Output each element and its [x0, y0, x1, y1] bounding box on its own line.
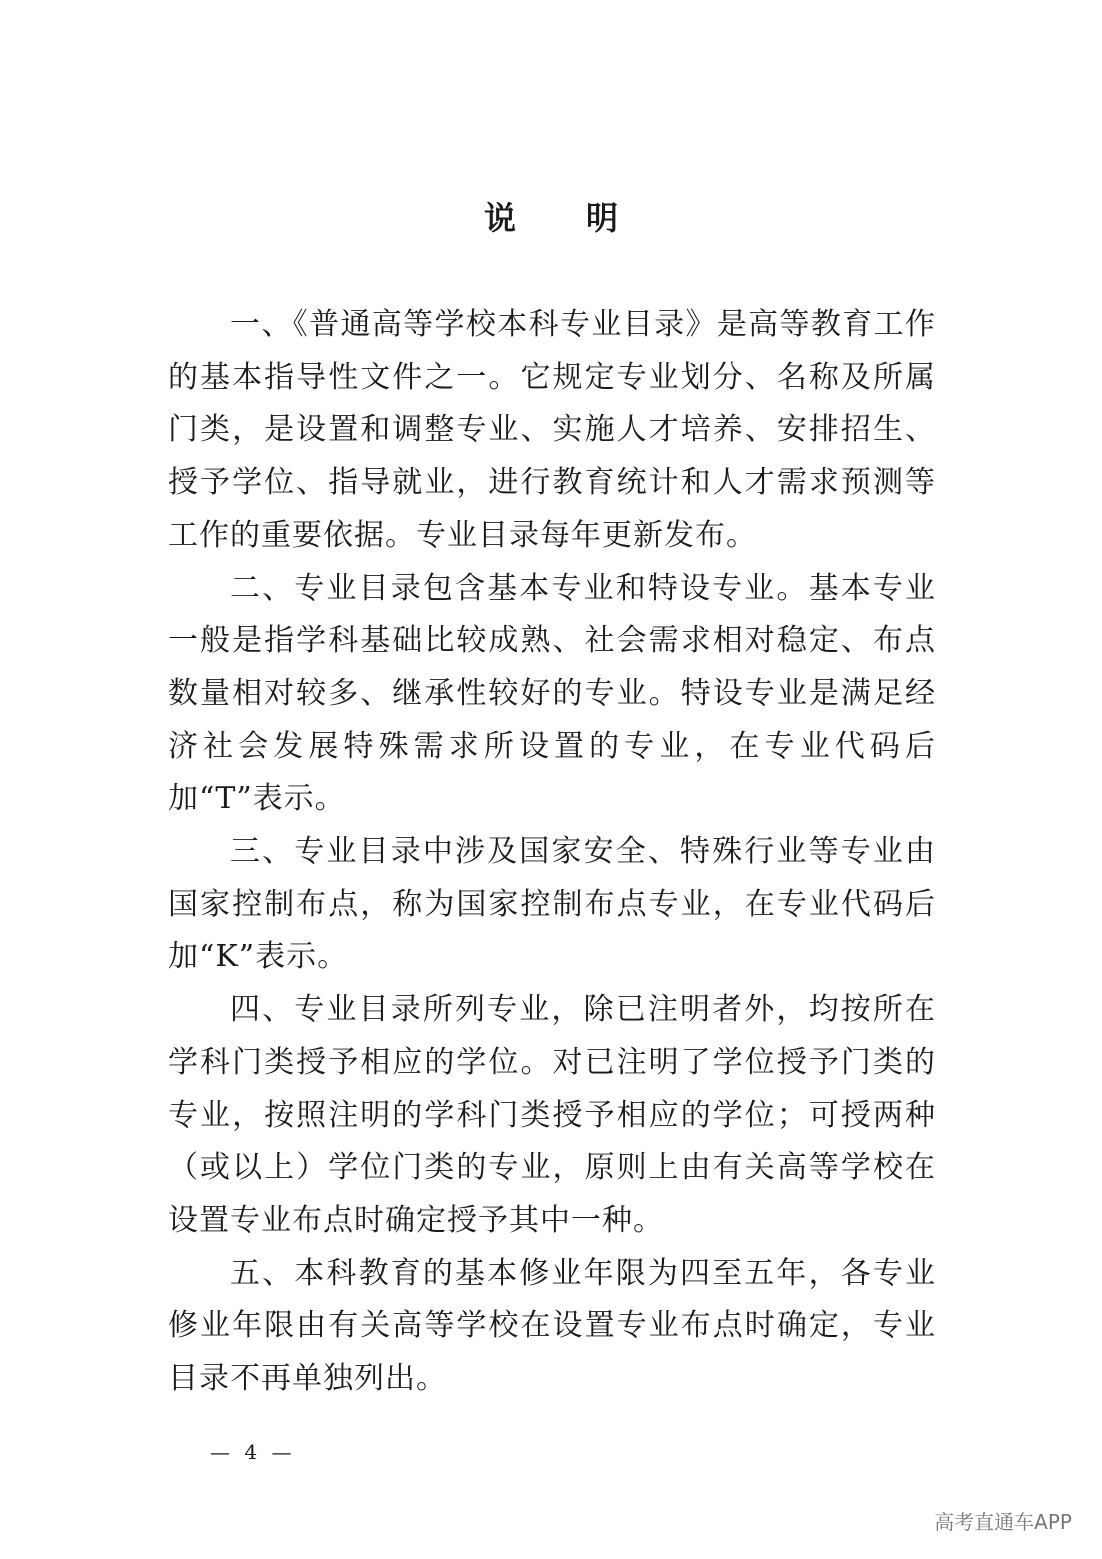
paragraph-1: 一、《普通高等学校本科专业目录》是高等教育工作的基本指导性文件之一。它规定专业划分、名称及所属门类，是设置和调整专业、实施人才培养、安排招生、授予学位、指导就业，进行教育统计和人才需求预测等工作的重要依据。专业目录每年更新发布。 [168, 307, 936, 553]
paragraph-3: 三、专业目录中涉及国家安全、特殊行业等专业由国家控制布点，称为国家控制布点专业，在专业代码后加“K”表示。 [168, 834, 936, 975]
paragraph-5: 五、本科教育的基本修业年限为四至五年，各专业修业年限由有关高等学校在设置专业布点时确定，专业目录不再单独列出。 [168, 1255, 936, 1397]
paragraph-2: 二、专业目录包含基本专业和特设专业。基本专业一般是指学科基础比较成熟、社会需求相对稳定、布点数量相对较多、继承性较好的专业。特设专业是满足经济社会发展特殊需求所设置的专业，在专业代码后加“T”表示。 [168, 570, 936, 817]
watermark: 高考直通车APP [934, 1510, 1072, 1534]
page-number: — 4 — [210, 1440, 296, 1464]
document-body [168, 299, 936, 1406]
page-title: 说明 [483, 199, 688, 237]
paragraph-4: 四、专业目录所列专业，除已注明者外，均按所在学科门类授予相应的学位。对已注明了学位授予门类的专业，按照注明的学科门类授予相应的学位；可授两种（或以上）学位门类的专业，原则上由有关高等学校在设置专业布点时确定授予其中一种。 [168, 992, 936, 1238]
